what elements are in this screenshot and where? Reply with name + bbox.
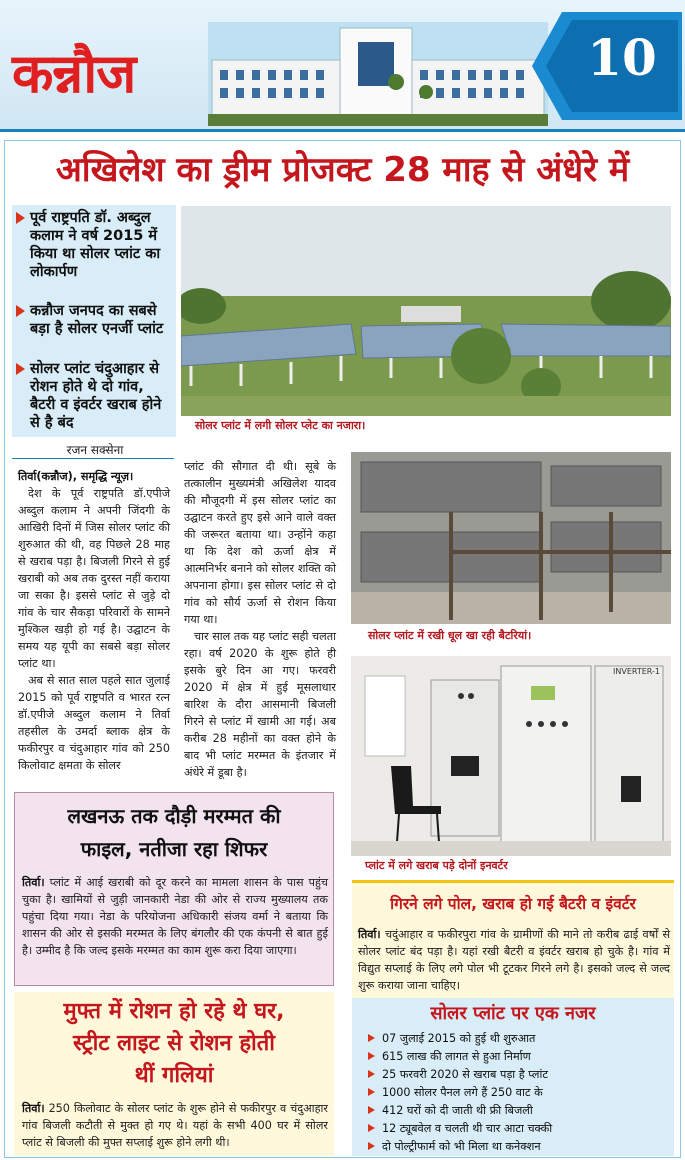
free-electricity-title: मुफ्त में रोशन हो रहे थे घर, स्ट्रीट लाइट से रोशन होती थीं गलियां [63,999,285,1088]
lucknow-box-text: तिर्वा। प्लांट में आई खराबी को दूर करने का मामला शासन के पास पहुंच चुका है। खामियों से जुड़ी जानकारी नेडा की ओर से राज्य मुख्यालय तक पहुंचा दिया गया। नेडा के परियोजना अधिकारी संजय वर्मा ने बताया कि शासन की ओर से इसकी मरम्मत के लिए बंगलौर की एक कंपनी से बात हुई है। उम्मीद है कि जल्द इसके मरम्मत का काम शुरू करा दिया जाएगा। [22,876,328,957]
fact-item: 1000 सोलर पैनल लगे हैं 250 वाट के [368,1085,668,1100]
highlight-item: सोलर प्लांट चंदुआहार से रोशन होते थे दो गांव, बैटरी व इंवर्टर खराब होने से है बंद [16,360,174,432]
highlight-item: पूर्व राष्ट्रपति डॉ. अब्दुल कलाम ने वर्ष 2015 में किया था सोलर प्लांट का लोकार्पण [16,209,174,281]
bullet-icon [368,1034,375,1042]
batteries-photo [351,452,671,624]
fact-item: 25 फरवरी 2020 से खराब पड़ा है प्लांट [368,1067,668,1082]
batteries-caption: सोलर प्लांट में रखी धूल खा रही बैटरियां। [368,629,532,642]
article-paragraph: देश के पूर्व राष्ट्रपति डॉ.एपीजे अब्दुल कलाम ने अपनी जिंदगी के आखिरी दिनों में जिस सोलर प्लांट की शुरुआत की थी, वह पिछले 28 माह से खराब पड़ा है। बिजली गिरने से हुई खराबी को अब तक दुरस्त नहीं कराया जा सका है। इससे प्लांट से जुड़े दो गांव के चार सैकड़ा परिवारों के सामने मुश्किल खड़ी हो गई है। उद्घाटन के समय यह यूपी का सबसे बड़ा सोलर प्लांट था। [18,487,170,670]
free-electricity-text: तिर्वा। 250 किलोवाट के सोलर प्लांट के शुरू होने से फकीरपुर व चंदुआहार गांव बिजली कटौती से मुक्त हो गए थे। यहां के सभी 400 घर में सोलर प्लांट से बिजली की मुफ्त सप्लाई शुरू होने लगी थी। [22,1102,328,1149]
fact-item: 615 लाख की लागत से हुआ निर्माण [368,1049,668,1064]
building-illustration [208,22,548,126]
divider [12,458,174,459]
highlight-item: कन्नौज जनपद का सबसे बड़ा है सोलर एनर्जी प्लांट [16,302,174,338]
fact-item: 12 ट्यूबवेल व चलती थी चार आटा चक्की [368,1121,668,1136]
inverters-caption: प्लांट में लगे खराब पड़े दोनों इनवर्टर [365,859,508,872]
article-col1 [18,468,170,774]
bullet-icon [16,363,25,375]
fact-item: 07 जुलाई 2015 को हुई थी शुरुआत [368,1031,668,1046]
headline: अखिलेश का ड्रीम प्रोजक्ट 28 माह से अंधेरे में [55,150,630,190]
bullet-icon [16,305,25,317]
poles-box-title: गिरने लगे पोल, खराब हो गई बैटरी व इंवर्टर [390,895,636,913]
inverter-label: INVERTER-1 [613,667,660,676]
bullet-icon [368,1124,375,1132]
article-paragraph: चार साल तक यह प्लांट सही चलता रहा। वर्ष 2020 के शुरू होते ही इसके बुरे दिन आ गए। फरवरी 2020 में क्षेत्र में हुई मूसलाधार बारिश के दौरा आसमानी बिजली गिरने से प्लांट में खामी आ गई। अब करीब 28 महीनों का वक्त होने के बाद भी प्लांट मरम्मत के इंतजार में अंधेरे में डूबा है। [184,630,336,779]
lead: तिर्वा। [358,928,381,941]
article-paragraph: प्लांट की सौगात दी थी। सूबे के तत्कालीन मुख्यमंत्री अखिलेश यादव की मौजूदगी में इस सोलर प्लांट का उद्घाटन करते हुए इसे आने वाले वक्त की जरूरत बताया था। उन्होंने कहा था कि देश को ऊर्जा क्षेत्र में आत्मनिर्भर बनाने को सोलर शक्ति को अपनाना होगा। इस सोलर प्लांट से दो गांव को सौर्य ऊर्जा से रोशन किया गया था। [184,460,336,626]
article-col2 [184,458,336,781]
lead: तिर्वा। [22,1102,45,1115]
page-number: 10 [587,28,657,87]
dateline: तिर्वा(कन्नौज), समृद्धि न्यूज़। [18,470,134,483]
poles-box-text: तिर्वा। चदुंआहार व फकीरपुरा गांव के ग्रामीणों की माने तो करीब ढाई वर्षों से सोलर प्लांट बंद पड़ा है। यहां रखी बैटरी व इंवर्टर खराब हो चुके है। गांव में विद्युत सप्लाई के लिए लगे पोल भी टूटकर गिरने लगे है। इसको जल्द से जल्द शुरू कराया जाना चाहिए। [358,928,671,992]
solar-field-photo [181,206,671,416]
bullet-icon [16,212,25,224]
fact-item: दो पोल्ट्रीफार्म को भी मिला था कनेक्शन [368,1139,668,1154]
inverters-photo [351,656,671,856]
bullet-icon [368,1106,375,1114]
city-name: कन्नौज [12,42,136,105]
byline: रजन सक्सेना [66,443,124,457]
facts-box-title: सोलर प्लांट पर एक नजर [430,1003,596,1024]
bullet-icon [368,1088,375,1096]
lucknow-box-title: लखनऊ तक दौड़ी मरम्मत की फाइल, नतीजा रहा शिफर [67,804,281,861]
bullet-icon [368,1052,375,1060]
bullet-icon [368,1070,375,1078]
article-paragraph: अब से सात साल पहले सात जुलाई 2015 को पूर्व राष्ट्रपति व भारत रत्न डॉ.एपीजे अब्दुल कलाम ने तिर्वा तहसील के उमर्दा ब्लाक क्षेत्र के फकीरपुर व चंदुआहार गांव को 250 किलोवाट क्षमता के सोलर [18,674,170,772]
lead: तिर्वा। [22,876,45,889]
bullet-icon [368,1142,375,1150]
solar-field-caption: सोलर प्लांट में लगी सोलर प्लेट का नजारा। [195,419,366,432]
fact-item: 412 घरों को दी जाती थी फ्री बिजली [368,1103,668,1118]
